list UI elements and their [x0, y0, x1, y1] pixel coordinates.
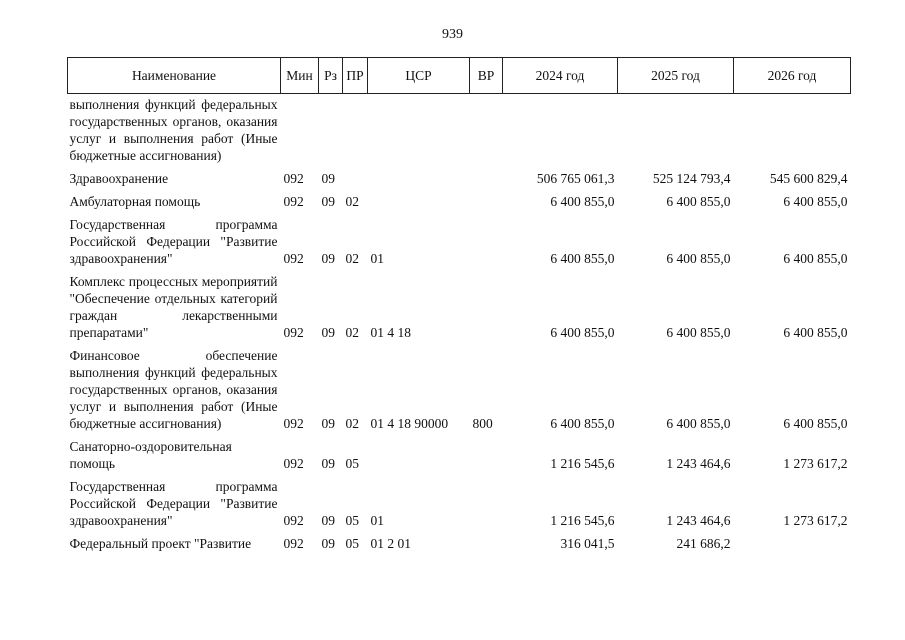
row-2024: 1 216 545,6 — [550, 456, 615, 471]
header-rz: Рз — [319, 58, 343, 94]
row-csr: 01 4 18 90000 — [370, 416, 449, 431]
row-min: 092 — [283, 456, 304, 471]
page-number: 939 — [442, 27, 463, 42]
row-2025: 525 124 793,4 — [652, 171, 731, 186]
header-min: Мин — [281, 58, 319, 94]
row-pr — [343, 94, 368, 165]
row-2025: 1 243 464,6 — [666, 513, 731, 528]
row-2026: 1 273 617,2 — [783, 456, 848, 471]
row-2026: 6 400 855,0 — [783, 251, 848, 266]
header-2026: 2026 год — [734, 58, 851, 94]
row-csr — [368, 432, 470, 472]
row-vr — [470, 432, 503, 472]
table-row — [68, 210, 851, 267]
row-vr — [470, 472, 503, 529]
table-row — [68, 267, 851, 341]
row-name: Государственная программа Российской Федерации "Развитие здравоохранения" — [69, 479, 278, 528]
row-2026 — [734, 529, 851, 552]
row-2024: 1 216 545,6 — [550, 513, 615, 528]
table-row — [68, 164, 851, 187]
row-pr — [343, 164, 368, 187]
row-min: 092 — [283, 513, 304, 528]
row-name: Здравоохранение — [69, 171, 169, 186]
row-csr — [368, 94, 470, 165]
row-pr: 05 — [345, 513, 359, 528]
row-2024: 6 400 855,0 — [550, 416, 615, 431]
row-min: 092 — [283, 536, 304, 551]
row-name: выполнения функций федеральных государственных органов, оказания услуг и выполнения работ (Иные бюджетные ассигнования) — [69, 97, 278, 163]
row-rz: 09 — [321, 194, 335, 209]
row-name: Комплекс процессных мероприятий "Обеспечение отдельных категорий граждан лекарственными препаратами" — [69, 274, 278, 340]
row-min: 092 — [283, 251, 304, 266]
row-rz: 09 — [321, 513, 335, 528]
row-2025 — [618, 94, 734, 165]
row-pr: 02 — [345, 325, 359, 340]
row-pr: 02 — [345, 251, 359, 266]
row-2025: 6 400 855,0 — [666, 251, 731, 266]
row-csr: 01 — [370, 513, 384, 528]
row-2026: 6 400 855,0 — [783, 416, 848, 431]
table-row — [68, 341, 851, 432]
table-row — [68, 529, 851, 552]
row-rz: 09 — [321, 456, 335, 471]
row-pr: 05 — [345, 536, 359, 551]
row-2025: 1 243 464,6 — [666, 456, 731, 471]
budget-table — [67, 57, 851, 552]
row-name: Государственная программа Российской Федерации "Развитие здравоохранения" — [69, 217, 278, 266]
table-header-row — [68, 58, 851, 94]
row-2025: 241 686,2 — [676, 536, 731, 551]
row-vr — [470, 210, 503, 267]
row-2024 — [503, 94, 618, 165]
row-2025: 6 400 855,0 — [666, 194, 731, 209]
row-name: Федеральный проект "Развитие — [69, 536, 252, 551]
table-row — [68, 187, 851, 210]
row-2025: 6 400 855,0 — [666, 325, 731, 340]
row-2025: 6 400 855,0 — [666, 416, 731, 431]
row-2024: 506 765 061,3 — [536, 171, 615, 186]
row-2024: 6 400 855,0 — [550, 251, 615, 266]
row-pr: 02 — [345, 194, 359, 209]
header-2025: 2025 год — [618, 58, 734, 94]
row-rz: 09 — [321, 416, 335, 431]
table-row — [68, 472, 851, 529]
row-rz: 09 — [321, 536, 335, 551]
row-2026: 6 400 855,0 — [783, 325, 848, 340]
header-2024: 2024 год — [503, 58, 618, 94]
row-min: 092 — [283, 416, 304, 431]
row-csr: 01 2 01 — [370, 536, 411, 551]
row-vr — [470, 267, 503, 341]
table-row — [68, 94, 851, 165]
header-pr: ПР — [343, 58, 368, 94]
row-min: 092 — [283, 194, 304, 209]
row-2026: 6 400 855,0 — [783, 194, 848, 209]
row-csr: 01 4 18 — [370, 325, 411, 340]
header-vr: ВР — [470, 58, 503, 94]
row-vr: 800 — [472, 416, 493, 431]
row-pr: 05 — [345, 456, 359, 471]
row-pr: 02 — [345, 416, 359, 431]
row-vr — [470, 94, 503, 165]
row-csr: 01 — [370, 251, 384, 266]
table-row — [68, 432, 851, 472]
row-csr — [368, 164, 470, 187]
header-csr: ЦСР — [368, 58, 470, 94]
row-name: Амбулаторная помощь — [69, 194, 201, 209]
row-rz — [319, 94, 343, 165]
row-2024: 316 041,5 — [560, 536, 615, 551]
row-2026 — [734, 94, 851, 165]
row-rz: 09 — [321, 325, 335, 340]
row-vr — [470, 187, 503, 210]
row-2024: 6 400 855,0 — [550, 325, 615, 340]
row-csr — [368, 187, 470, 210]
row-2024: 6 400 855,0 — [550, 194, 615, 209]
row-rz: 09 — [321, 251, 335, 266]
row-vr — [470, 529, 503, 552]
row-2026: 1 273 617,2 — [783, 513, 848, 528]
row-min: 092 — [283, 325, 304, 340]
row-vr — [470, 164, 503, 187]
header-name: Наименование — [68, 58, 281, 94]
row-name: Финансовое обеспечение выполнения функций федеральных государственных органов, оказания услуг и выполнения работ (Иные бюджетные ассигнования) — [69, 348, 278, 431]
row-rz: 09 — [321, 171, 335, 186]
row-min — [281, 94, 319, 165]
row-2026: 545 600 829,4 — [769, 171, 848, 186]
row-name: Санаторно-оздоровительная помощь — [69, 439, 232, 471]
row-min: 092 — [283, 171, 304, 186]
